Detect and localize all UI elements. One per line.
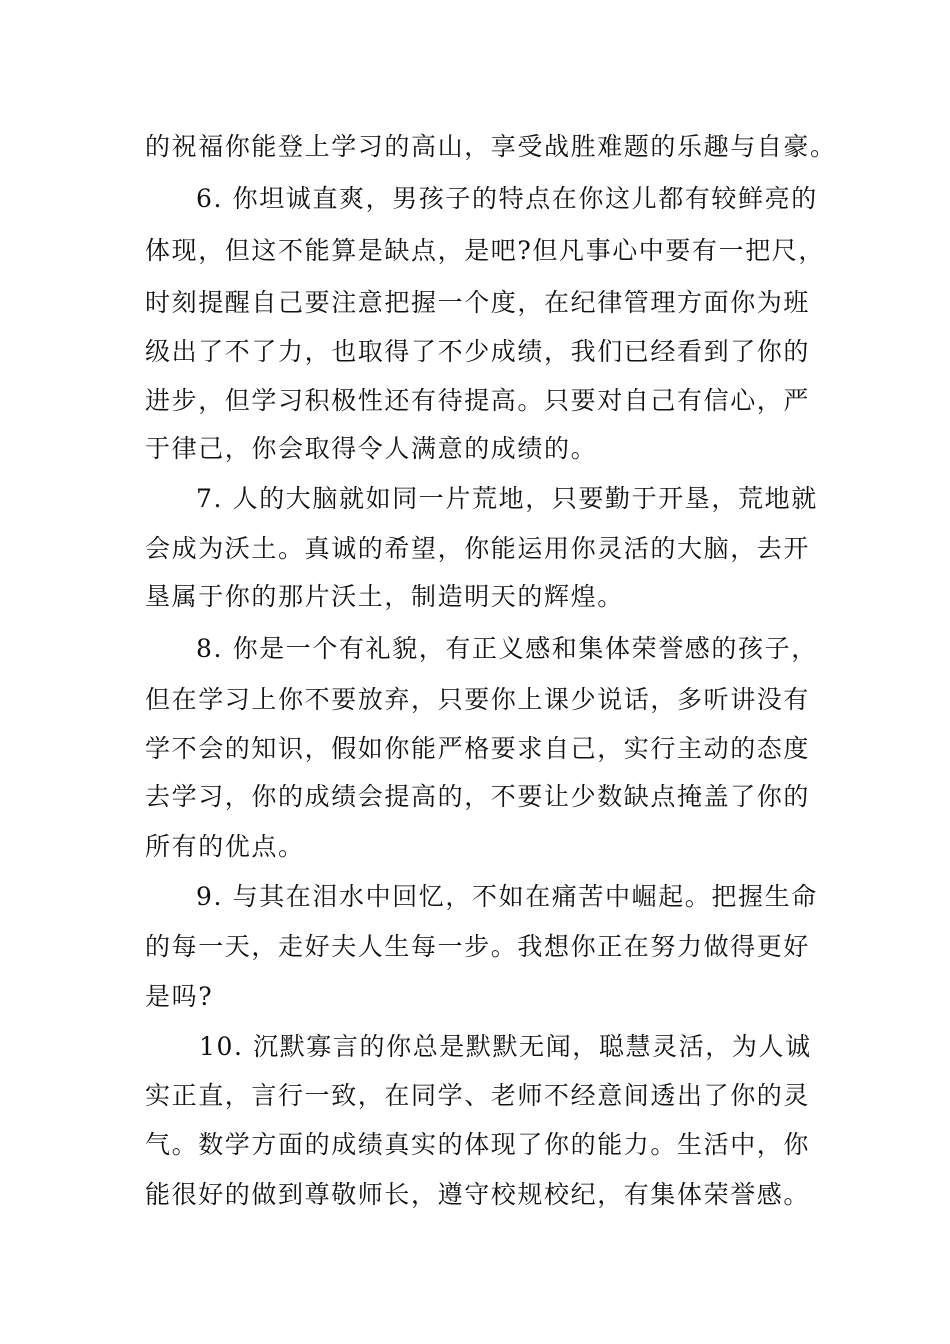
text-line: 能很好的做到尊敬师长，遵守校规校纪，有集体荣誉感。 [145,1180,811,1209]
text-line: 是吗? [145,982,214,1011]
text-line: 的每一天，走好夫人生每一步。我想你正在努力做得更好 [145,932,811,961]
text-line: 所有的优点。 [145,832,305,861]
text-line: 气。数学方面的成绩真实的体现了你的能力。生活中，你 [145,1130,811,1159]
text-line: 去学习，你的成绩会提高的，不要让少数缺点掩盖了你的 [145,782,811,811]
text-line: 学不会的知识，假如你能严格要求自己，实行主动的态度 [145,734,811,763]
text-line: 进步，但学习积极性还有待提高。只要对自己有信心，严 [145,386,811,415]
paragraph-7-start: 7. 人的大脑就如同一片荒地，只要勤于开垦，荒地就 [196,484,818,513]
paragraph-10-start: 10. 沉默寡言的你总是默默无闻，聪慧灵活，为人诚 [199,1032,812,1061]
paragraph-9-start: 9. 与其在泪水中回忆，不如在痛苦中崛起。把握生命 [196,882,818,911]
text-line: 体现，但这不能算是缺点，是吧?但凡事心中要有一把尺， [145,236,826,265]
text-line: 于律己，你会取得令人满意的成绩的。 [145,434,598,463]
text-line: 垦属于你的那片沃土，制造明天的辉煌。 [145,582,624,611]
paragraph-6-start: 6. 你坦诚直爽，男孩子的特点在你这儿都有较鲜亮的 [196,184,818,213]
paragraph-8-start: 8. 你是一个有礼貌，有正义感和集体荣誉感的孩子， [196,634,818,663]
text-line: 的祝福你能登上学习的高山，享受战胜难题的乐趣与自豪。 [145,132,837,161]
text-line: 时刻提醒自己要注意把握一个度，在纪律管理方面你为班 [145,288,811,317]
text-line: 会成为沃土。真诚的希望，你能运用你灵活的大脑，去开 [145,534,811,563]
text-line: 实正直，言行一致，在同学、老师不经意间透出了你的灵 [145,1081,811,1110]
text-line: 但在学习上你不要放弃，只要你上课少说话，多听讲没有 [145,685,811,714]
text-line: 级出了不了力，也取得了不少成绩，我们已经看到了你的 [145,337,811,366]
